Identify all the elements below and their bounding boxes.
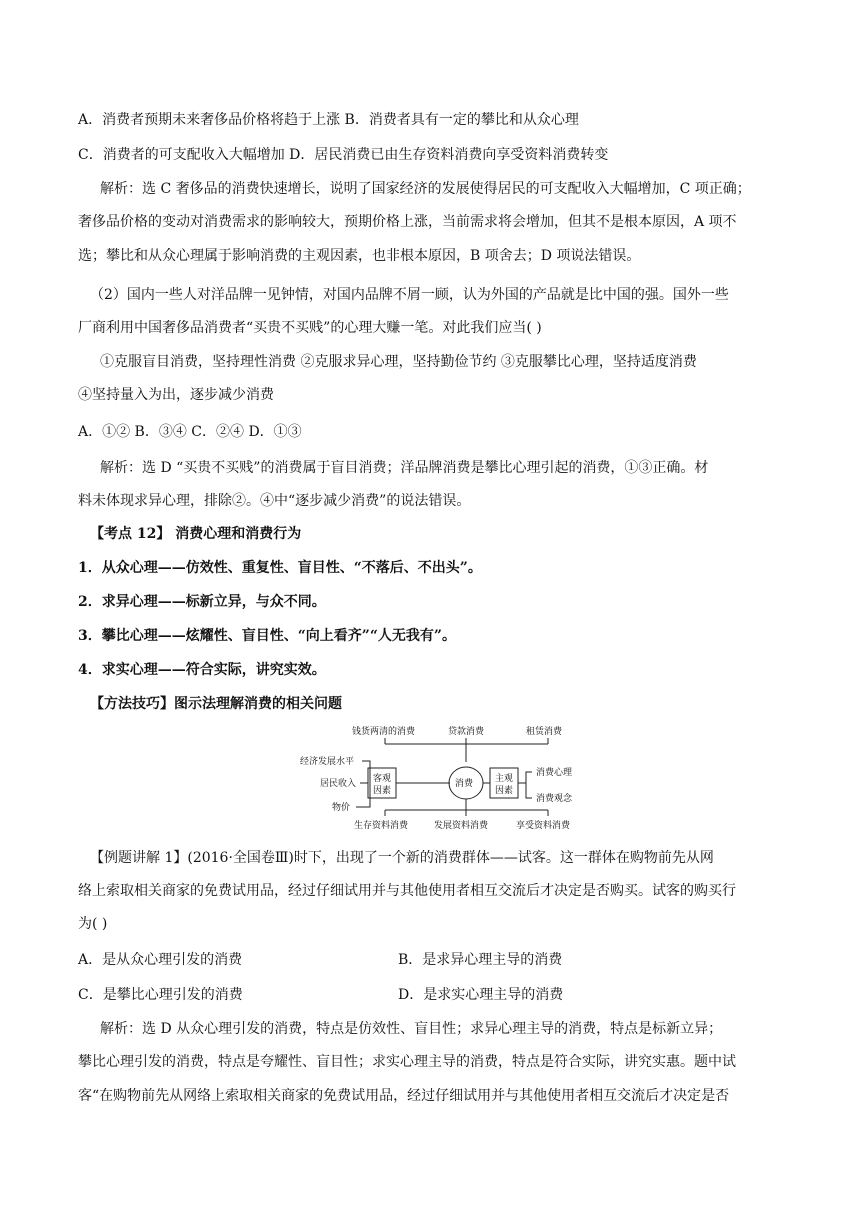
- example-option-b: B．是求异心理主导的消费: [398, 952, 563, 968]
- diagram-left-income: 居民收入: [320, 779, 357, 789]
- kaodian-item-3: 3．攀比心理——炫耀性、盲目性、“向上看齐”“人无我有”。: [78, 628, 456, 644]
- diagram-top-loan: 贷款消费: [448, 727, 485, 737]
- q2-analysis-line1: 解析：选 D “买贵不买贱”的消费属于盲目消费；洋品牌消费是攀比心理引起的消费，①③正确。材: [100, 460, 709, 476]
- q2-items-line1: ①克服盲目消费，坚持理性消费 ②克服求异心理，坚持勤俭节约 ③克服攀比心理，坚持适度消费: [100, 354, 697, 370]
- diagram-left-economy: 经济发展水平: [300, 757, 355, 767]
- q1-analysis-line2: 奢侈品价格的变动对消费需求的影响较大，预期价格上涨，当前需求将会增加，但其不是根本原因，A 项不: [78, 214, 737, 230]
- example-stem-line2: 络上索取相关商家的免费试用品，经过仔细试用并与其他使用者相互交流后才决定是否购买。试客的购买行: [78, 883, 736, 899]
- diagram-subjective-line1: 主观: [495, 774, 514, 784]
- kaodian-item-4: 4．求实心理——符合实际，讲究实效。: [78, 662, 326, 678]
- example-stem-line1: 【例题讲解 1】(2016·全国卷Ⅲ)时下，出现了一个新的消费群体——试客。这一群体在购物前先从网: [90, 850, 714, 866]
- q1-options-cd: C．消费者的可支配收入大幅增加 D．居民消费已由生存资料消费向享受资料消费转变: [78, 147, 609, 163]
- q2-options: A．①② B．③④ C．②④ D．①③: [78, 424, 302, 440]
- example-option-a: A．是从众心理引发的消费: [78, 952, 243, 968]
- q2-stem-line1: （2）国内一些人对洋品牌一见钟情，对国内品牌不屑一顾，认为外国的产品就是比中国的强。国外一些: [90, 287, 729, 303]
- diagram-left-price: 物价: [332, 803, 351, 813]
- example-analysis-line3: 客“在购物前先从网络上索取相关商家的免费试用品，经过仔细试用并与其他使用者相互交流后才决定是否: [78, 1088, 730, 1104]
- diagram-bottom-enjoyment: 享受资料消费: [516, 821, 571, 831]
- example-analysis-line2: 攀比心理引发的消费，特点是夸耀性、盲目性；求实心理主导的消费，特点是符合实际，讲究实惠。题中试: [78, 1054, 736, 1070]
- q2-stem-line2: 厂商利用中国奢侈品消费者“买贵不买贱”的心理大赚一笔。对此我们应当( ): [78, 320, 542, 336]
- q1-analysis-line1: 解析：选 C 奢侈品的消费快速增长，说明了国家经济的发展使得居民的可支配收入大幅增加，C 项正确；: [100, 181, 751, 197]
- kaodian-title: 【考点 12】 消费心理和消费行为: [90, 526, 302, 542]
- q1-options-ab: A．消费者预期未来奢侈品价格将趋于上涨 B．消费者具有一定的攀比和从众心理: [78, 112, 579, 128]
- example-stem-line3: 为( ): [78, 916, 108, 932]
- example-option-d: D．是求实心理主导的消费: [398, 987, 564, 1003]
- diagram-subjective-line2: 因素: [495, 786, 514, 796]
- diagram-objective-line1: 客观: [373, 774, 392, 784]
- q2-items-line2: ④坚持量入为出，逐步减少消费: [78, 387, 274, 403]
- kaodian-item-2: 2．求异心理——标新立异，与众不同。: [78, 594, 326, 610]
- q2-analysis-line2: 料未体现求异心理，排除②。④中“逐步减少消费”的说法错误。: [78, 493, 471, 509]
- diagram-center-label: 消费: [455, 779, 474, 789]
- method-title: 【方法技巧】图示法理解消费的相关问题: [90, 696, 342, 712]
- diagram-bottom-development: 发展资料消费: [434, 821, 489, 831]
- example-option-c: C．是攀比心理引发的消费: [78, 987, 243, 1003]
- diagram-top-cash: 钱货两清的消费: [352, 727, 416, 737]
- consumption-diagram: [290, 724, 590, 834]
- kaodian-item-1: 1．从众心理——仿效性、重复性、盲目性、“不落后、不出头”。: [78, 560, 482, 576]
- diagram-objective-line2: 因素: [373, 786, 392, 796]
- example-analysis-line1: 解析：选 D 从众心理引发的消费，特点是仿效性、盲目性；求异心理主导的消费，特点是标新立异；: [100, 1021, 723, 1037]
- diagram-right-concept: 消费观念: [536, 794, 573, 804]
- diagram-top-lease: 租赁消费: [526, 727, 563, 737]
- q1-analysis-line3: 选；攀比和从众心理属于影响消费的主观因素，也非根本原因，B 项舍去；D 项说法错误。: [78, 248, 641, 264]
- diagram-bottom-survival: 生存资料消费: [354, 821, 409, 831]
- diagram-right-psychology: 消费心理: [536, 768, 573, 778]
